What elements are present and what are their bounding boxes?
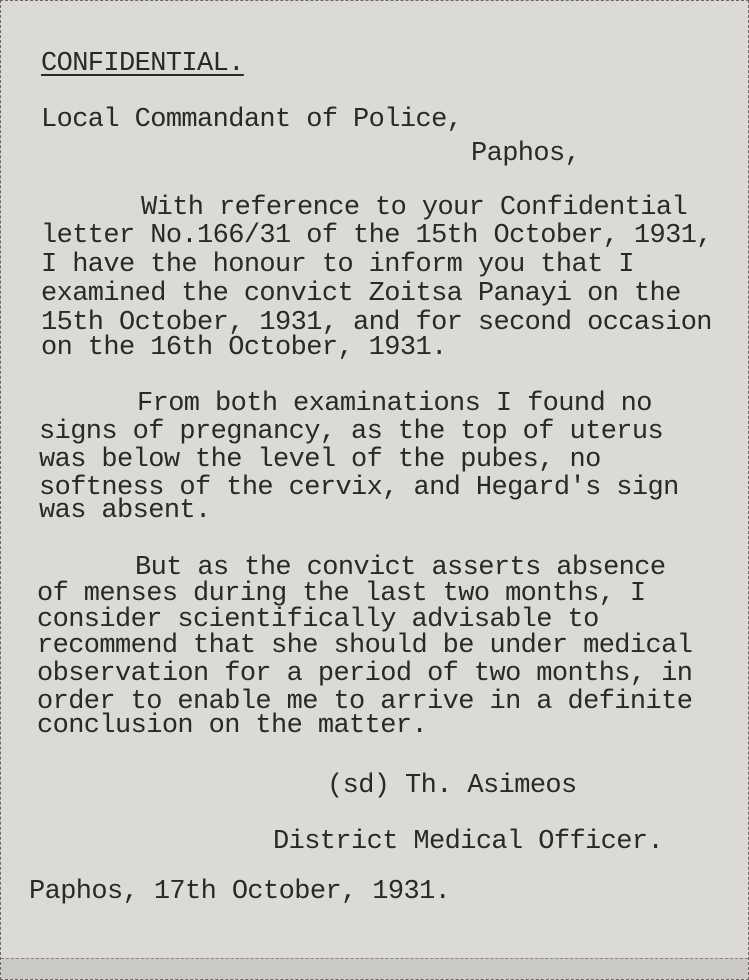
paragraph-3-line: observation for a period of two months, in xyxy=(37,659,693,689)
paragraph-2-line: From both examinations I found no xyxy=(137,389,652,419)
paragraph-2-line: was below the level of the pubes, no xyxy=(39,445,601,475)
paragraph-2-line: softness of the cervix, and Hegard's sign xyxy=(39,473,679,503)
paragraph-1-line: examined the convict Zoitsa Panayi on the xyxy=(41,279,681,309)
place-date: Paphos, 17th October, 1931. xyxy=(29,877,451,907)
paragraph-3-line: conclusion on the matter. xyxy=(37,711,428,741)
signatory-title: District Medical Officer. xyxy=(273,827,664,857)
signature: (sd) Th. Asimeos xyxy=(327,771,577,801)
paragraph-1-line: letter No.166/31 of the 15th October, 1931, xyxy=(41,221,712,251)
paragraph-1-line: I have the honour to inform you that I xyxy=(41,250,634,280)
paragraph-1-line: 15th October, 1931, and for second occasion xyxy=(41,308,712,338)
page-bottom-strip xyxy=(1,958,748,979)
paragraph-1-line: With reference to your Confidential xyxy=(141,193,688,223)
paragraph-3-line: order to enable me to arrive in a definite xyxy=(37,687,693,717)
paragraph-1-line: on the 16th October, 1931. xyxy=(41,333,447,363)
paragraph-3-line: consider scientifically advisable to xyxy=(37,605,599,635)
paragraph-2-line: was absent. xyxy=(39,496,211,526)
address-line-1: Local Commandant of Police, xyxy=(41,105,463,135)
paragraph-3-line: recommend that she should be under medical xyxy=(37,631,693,661)
paragraph-2-line: signs of pregnancy, as the top of uterus xyxy=(39,417,664,447)
address-line-2: Paphos, xyxy=(471,139,581,169)
letter-heading: CONFIDENTIAL. xyxy=(41,49,244,79)
paragraph-3-line: of menses during the last two months, I xyxy=(37,579,646,609)
paragraph-3-line: But as the convict asserts absence xyxy=(135,553,666,583)
